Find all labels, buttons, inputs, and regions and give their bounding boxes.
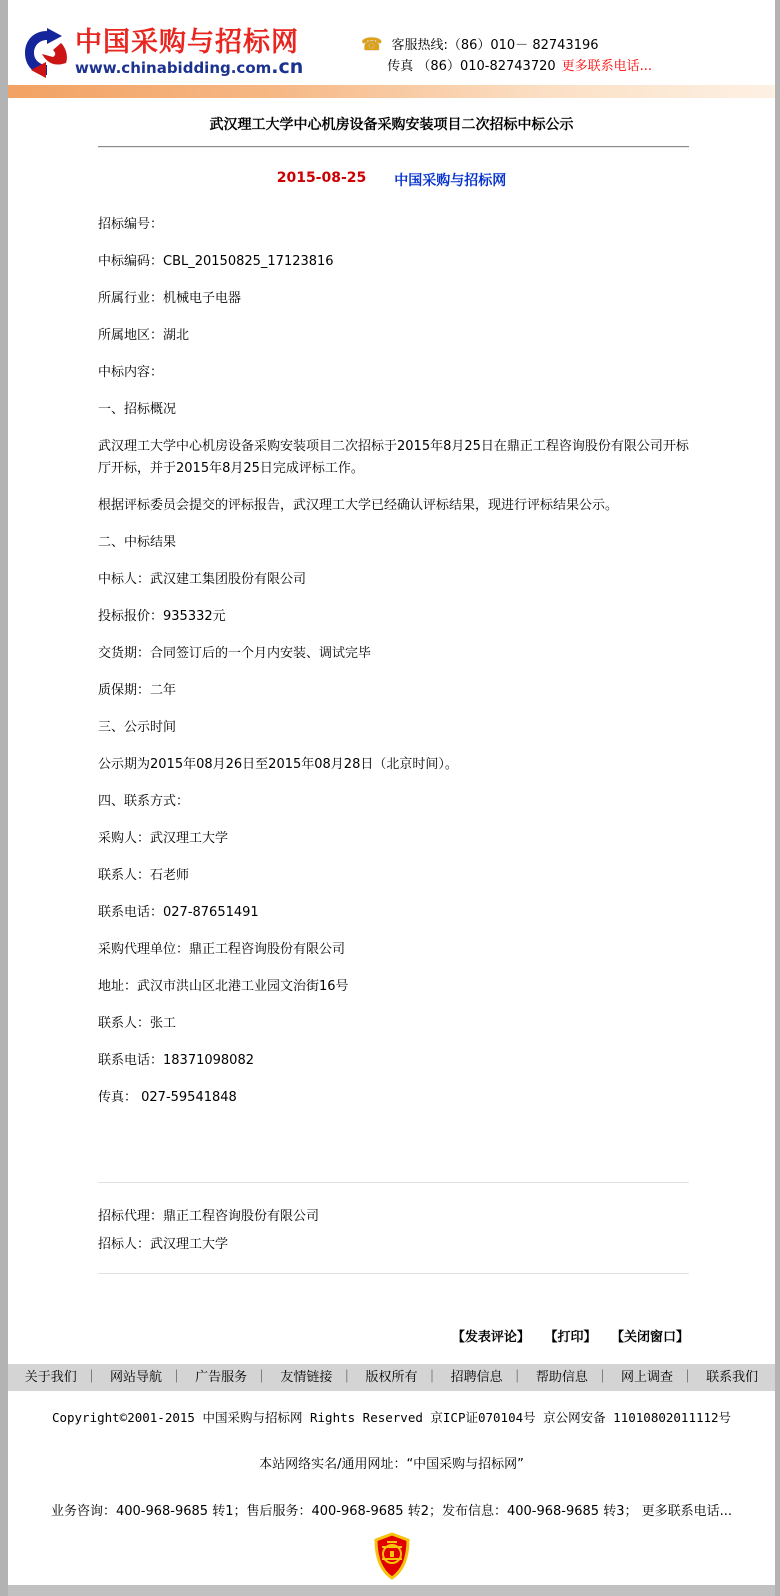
chinabidding-logo-icon bbox=[21, 27, 71, 79]
more-contacts-link[interactable]: 更多联系电话... bbox=[561, 59, 653, 74]
site-url-main: www.chinabidding.com bbox=[75, 59, 272, 77]
source-site-link[interactable]: 中国采购与招标网 bbox=[394, 173, 507, 189]
badge-container bbox=[8, 1532, 775, 1584]
footer-link-survey[interactable]: 网上调查 bbox=[621, 1370, 674, 1385]
footer-link-friends[interactable]: 友情链接 bbox=[280, 1370, 333, 1385]
article-body bbox=[98, 214, 689, 1109]
field-warranty: 质保期：二年 bbox=[98, 683, 177, 698]
title-divider bbox=[98, 146, 689, 148]
header-contact-info bbox=[361, 35, 652, 77]
close-window-button[interactable]: 【关闭窗口】 bbox=[610, 1330, 689, 1345]
nav-separator: ｜ bbox=[425, 1370, 439, 1385]
comment-button[interactable]: 【发表评论】 bbox=[451, 1330, 530, 1345]
page bbox=[8, 0, 775, 1596]
nav-separator: ｜ bbox=[340, 1370, 354, 1385]
section-heading-result: 二、中标结果 bbox=[98, 535, 177, 550]
service-hotline-text: 业务咨询：400-968-9685 转1；售后服务：400-968-9685 转2；发布信息：400-968-9685 转3； 更多联系电话... bbox=[50, 1504, 732, 1519]
copyright-text: Copyright©2001-2015 中国采购与招标网 Rights Reserved 京ICP证070104号 京公网安备 11010802011112号 bbox=[51, 1410, 732, 1425]
date-source-row bbox=[8, 170, 775, 190]
realname-text: 本站网络实名/通用网址：“中国采购与招标网” bbox=[259, 1457, 524, 1472]
security-badge-icon[interactable] bbox=[373, 1532, 411, 1580]
field-purchaser: 采购人：武汉理工大学 bbox=[98, 831, 229, 846]
fax-text: 传真 （86）010-82743720 bbox=[387, 59, 556, 74]
field-address: 地址：武汉市洪山区北港工业园文治街16号 bbox=[98, 979, 349, 994]
field-industry: 所属行业：机械电子电器 bbox=[98, 291, 242, 306]
hotline-text: 客服热线:（86）010－ 82743196 bbox=[391, 38, 599, 53]
nav-separator: ｜ bbox=[510, 1370, 524, 1385]
paragraph-publicity-period: 公示期为2015年08月26日至2015年08月28日（北京时间）。 bbox=[98, 757, 458, 772]
footer-link-sitemap[interactable]: 网站导航 bbox=[109, 1370, 162, 1385]
logo-text bbox=[75, 29, 303, 77]
nav-separator: ｜ bbox=[84, 1370, 98, 1385]
site-logo[interactable] bbox=[21, 27, 303, 79]
signature-divider-bottom bbox=[98, 1273, 689, 1274]
site-url-suffix: .cn bbox=[271, 56, 304, 78]
paragraph-overview: 武汉理工大学中心机房设备采购安装项目二次招标于2015年8月25日在鼎正工程咨询股份有限公司开标厅开标，并于2015年8月25日完成评标工作。 bbox=[98, 439, 689, 476]
orange-divider-bar bbox=[8, 85, 775, 98]
field-award-code: 中标编码：CBL_20150825_17123816 bbox=[98, 254, 334, 269]
field-contact-phone-2: 联系电话：18371098082 bbox=[98, 1053, 254, 1068]
field-contact-phone-1: 联系电话：027-87651491 bbox=[98, 905, 259, 920]
signature-block bbox=[98, 1203, 689, 1259]
field-bid-number: 招标编号： bbox=[98, 217, 164, 232]
bidder-line: 招标人：武汉理工大学 bbox=[98, 1237, 229, 1252]
section-heading-overview: 一、招标概况 bbox=[98, 402, 177, 417]
footer-link-about[interactable]: 关于我们 bbox=[24, 1370, 77, 1385]
site-url bbox=[75, 58, 303, 77]
action-buttons bbox=[98, 1326, 689, 1345]
field-contact-person-1: 联系人：石老师 bbox=[98, 868, 190, 883]
site-name: 中国采购与招标网 bbox=[75, 27, 299, 58]
field-contact-person-2: 联系人：张工 bbox=[98, 1016, 177, 1031]
telephone-icon: ☎ bbox=[361, 35, 383, 55]
print-button[interactable]: 【打印】 bbox=[544, 1330, 597, 1345]
field-fax: 传真： 027-59541848 bbox=[98, 1090, 237, 1105]
agency-line: 招标代理：鼎正工程咨询股份有限公司 bbox=[98, 1209, 320, 1224]
field-award-content: 中标内容： bbox=[98, 365, 164, 380]
field-region: 所属地区：湖北 bbox=[98, 328, 190, 343]
paragraph-confirmation: 根据评标委员会提交的评标报告，武汉理工大学已经确认评标结果，现进行评标结果公示。 bbox=[98, 498, 619, 513]
section-heading-publicity-period: 三、公示时间 bbox=[98, 720, 177, 735]
signature-divider-top bbox=[98, 1182, 689, 1183]
footer-link-copyright[interactable]: 版权所有 bbox=[365, 1370, 418, 1385]
field-winner: 中标人：武汉建工集团股份有限公司 bbox=[98, 572, 307, 587]
footer-link-help[interactable]: 帮助信息 bbox=[535, 1370, 588, 1385]
hotline-row bbox=[361, 35, 652, 56]
footer-nav-bar bbox=[8, 1364, 775, 1391]
nav-separator: ｜ bbox=[595, 1370, 609, 1385]
section-heading-contact: 四、联系方式： bbox=[98, 794, 190, 809]
site-header bbox=[8, 0, 775, 85]
nav-separator: ｜ bbox=[681, 1370, 695, 1385]
field-bid-price: 投标报价：935332元 bbox=[98, 609, 226, 624]
nav-separator: ｜ bbox=[255, 1370, 269, 1385]
field-delivery: 交货期：合同签订后的一个月内安装、调试完毕 bbox=[98, 646, 372, 661]
footer-link-ads[interactable]: 广告服务 bbox=[195, 1370, 248, 1385]
nav-separator: ｜ bbox=[169, 1370, 183, 1385]
footer-link-jobs[interactable]: 招聘信息 bbox=[450, 1370, 503, 1385]
page-title: 武汉理工大学中心机房设备采购安装项目二次招标中标公示 bbox=[209, 117, 574, 133]
bottom-gray-bar bbox=[8, 1585, 775, 1596]
footer-link-contact[interactable]: 联系我们 bbox=[706, 1370, 759, 1385]
field-agency: 采购代理单位：鼎正工程咨询股份有限公司 bbox=[98, 942, 346, 957]
publish-date: 2015-08-25 bbox=[276, 170, 367, 186]
fax-row bbox=[361, 56, 652, 77]
